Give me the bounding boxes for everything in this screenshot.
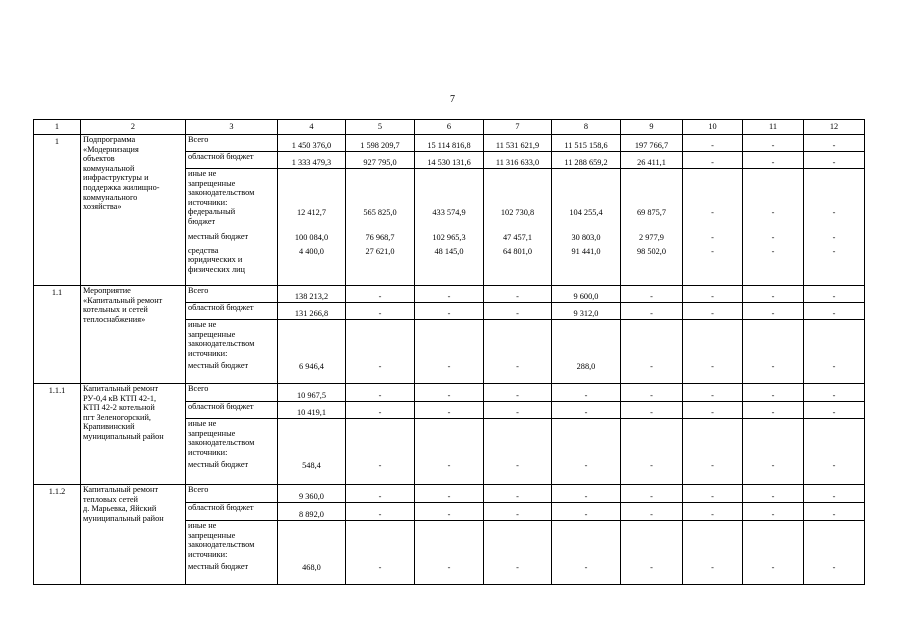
value-cell: - [743, 303, 804, 320]
source-label [186, 169, 278, 286]
value-stack [278, 420, 345, 484]
value-stack [683, 420, 742, 484]
source-label-line: физических лиц [188, 264, 245, 274]
value: 47 457,1 [502, 233, 533, 243]
other-sources-header-line: запрещенные [188, 329, 236, 339]
value-cell: - [621, 303, 683, 320]
item-number: 1.1.1 [34, 384, 81, 485]
item-name-line: КТП 42-2 котельной [83, 403, 155, 413]
item-name-line: теплоснабжения» [83, 314, 146, 324]
value-cell: 14 530 131,6 [415, 152, 484, 169]
source-label: областной бюджет [186, 503, 278, 521]
table-row [34, 286, 865, 303]
value-cell [552, 521, 621, 585]
source-label [188, 562, 275, 572]
item-name-line: поддержка жилищно- [83, 182, 160, 192]
value-cell: - [621, 503, 683, 521]
value: - [650, 563, 653, 573]
value-cell: - [484, 485, 552, 503]
value-cell: - [484, 402, 552, 419]
value: 6 946,4 [299, 362, 324, 372]
value: - [711, 233, 714, 243]
value: - [378, 362, 382, 372]
value-cell: - [346, 485, 415, 503]
value-stack [278, 321, 345, 383]
value: - [832, 362, 836, 372]
item-name-line: хозяйства» [83, 202, 122, 212]
value-cell: - [743, 503, 804, 521]
value-cell [415, 419, 484, 485]
value-cell: - [683, 303, 743, 320]
value-cell: - [346, 384, 415, 402]
other-sources-header-line: иные не [188, 419, 217, 428]
value-cell: 9 600,0 [552, 286, 621, 303]
value-stack [415, 321, 483, 383]
value-stack [804, 321, 864, 383]
value-stack [804, 170, 864, 285]
other-sources-header-line: иные не [188, 320, 217, 329]
source-label: Всего [186, 286, 278, 303]
value-cell: - [552, 485, 621, 503]
item-name-line: Крапивинский [83, 422, 135, 432]
source-label [188, 460, 275, 470]
item-number: 1 [34, 135, 81, 286]
value-cell: 138 213,2 [278, 286, 346, 303]
value-cell: - [683, 402, 743, 419]
value-cell [346, 169, 415, 286]
value-cell [743, 521, 804, 585]
value-cell: - [484, 303, 552, 320]
value: - [771, 461, 775, 471]
value-cell: - [804, 135, 865, 152]
column-number: 9 [621, 120, 683, 135]
column-number: 7 [484, 120, 552, 135]
value: 76 968,7 [365, 233, 395, 243]
value-stack [552, 321, 620, 383]
value: - [832, 461, 836, 471]
value-cell: - [804, 152, 865, 169]
value: - [650, 461, 653, 471]
source-label: Всего [186, 384, 278, 402]
value: - [832, 246, 836, 256]
value-cell: - [552, 384, 621, 402]
value-cell: - [621, 384, 683, 402]
value-cell: - [683, 286, 743, 303]
value: - [516, 563, 519, 573]
value-cell [804, 419, 865, 485]
column-number: 5 [346, 120, 415, 135]
value: 100 084,0 [294, 233, 329, 243]
value-cell [484, 169, 552, 286]
other-sources-header-line: источники: [188, 549, 228, 559]
other-sources-header-line: источники: [188, 348, 228, 358]
value-cell [743, 169, 804, 286]
item-name-line: «Модернизация [83, 144, 139, 154]
other-sources-header-line: законодательством [188, 540, 255, 550]
value: - [771, 208, 775, 218]
value-cell: 11 515 158,6 [552, 135, 621, 152]
value: 102 730,8 [500, 208, 535, 218]
value-cell [552, 419, 621, 485]
value-cell: - [804, 384, 865, 402]
item-name [81, 135, 186, 286]
other-sources-header-line: законодательством [188, 188, 255, 198]
value-cell [278, 521, 346, 585]
source-label-line: местный бюджет [188, 232, 249, 242]
value-cell: - [621, 286, 683, 303]
value-stack [683, 170, 742, 285]
item-name-line: коммунальной [83, 163, 135, 173]
value: - [584, 461, 588, 471]
column-number: 3 [186, 120, 278, 135]
value-cell: - [415, 286, 484, 303]
value-stack [621, 170, 682, 285]
item-name-line: Подпрограмма [83, 135, 136, 144]
value-cell [415, 320, 484, 384]
other-sources-header-line: источники: [188, 447, 228, 457]
value-cell [484, 320, 552, 384]
value-stack [552, 170, 620, 285]
item-name-line: РУ-0,4 кВ КТП 42-1, [83, 393, 157, 403]
value-stack [346, 522, 414, 584]
value-stack [278, 522, 345, 584]
column-number: 2 [81, 120, 186, 135]
source-label [188, 361, 275, 371]
value-cell: 927 795,0 [346, 152, 415, 169]
value-stack [484, 170, 551, 285]
value: - [771, 233, 775, 243]
value: - [832, 563, 836, 573]
value-cell: - [683, 152, 743, 169]
value-stack [743, 420, 803, 484]
value-cell: - [743, 152, 804, 169]
table-row [34, 384, 865, 402]
item-name-line: муниципальный район [83, 431, 164, 441]
value-cell: - [804, 503, 865, 521]
value-cell: - [346, 286, 415, 303]
value-cell [278, 419, 346, 485]
value-cell: - [484, 503, 552, 521]
item-name-line: коммунального [83, 192, 138, 202]
value-stack [278, 170, 345, 285]
item-name-line: инфраструктуры и [83, 173, 149, 183]
value-cell: - [743, 135, 804, 152]
value: - [447, 563, 451, 573]
value: - [711, 461, 714, 471]
other-sources-header [188, 521, 275, 559]
value: 91 441,0 [571, 246, 601, 256]
source-label-line: местный бюджет [188, 361, 249, 371]
other-sources-header [188, 169, 275, 207]
value: - [771, 563, 775, 573]
other-sources-header-line: запрещенные [188, 428, 236, 438]
value: 98 502,0 [636, 246, 667, 256]
value-cell: 11 316 633,0 [484, 152, 552, 169]
item-name-line: «Капитальный ремонт [83, 295, 163, 305]
value-cell: - [346, 503, 415, 521]
value: - [447, 461, 451, 471]
value-cell: - [804, 485, 865, 503]
value: - [378, 563, 382, 573]
value-cell: - [743, 402, 804, 419]
value: - [447, 362, 451, 372]
value-cell [278, 169, 346, 286]
source-label: Всего [186, 485, 278, 503]
value-stack [346, 420, 414, 484]
value-cell: 10 419,1 [278, 402, 346, 419]
value-cell [743, 320, 804, 384]
value-cell [621, 419, 683, 485]
value-cell [804, 169, 865, 286]
other-sources-header-line: иные не [188, 521, 217, 530]
value: 48 145,0 [434, 246, 464, 256]
value-stack [621, 522, 682, 584]
value-cell [484, 521, 552, 585]
value: - [771, 246, 775, 256]
value-stack [484, 321, 551, 383]
value-cell [804, 320, 865, 384]
value-stack [621, 420, 682, 484]
item-name-line: объектов [83, 154, 115, 164]
value-cell: - [683, 135, 743, 152]
item-name-line: Капитальный ремонт [83, 485, 159, 494]
value: 288,0 [576, 362, 596, 372]
item-name [81, 286, 186, 384]
value-cell [552, 320, 621, 384]
item-number: 1.1 [34, 286, 81, 384]
value: 468,0 [302, 563, 321, 573]
value: 4 400,0 [299, 246, 324, 256]
source-label [186, 521, 278, 585]
column-number: 8 [552, 120, 621, 135]
value-cell: 1 598 209,7 [346, 135, 415, 152]
source-label: областной бюджет [186, 402, 278, 419]
table-row [34, 135, 865, 152]
item-name-line: тепловых сетей [83, 494, 138, 504]
value-cell [278, 320, 346, 384]
value: - [711, 563, 714, 573]
table-body [34, 120, 865, 585]
value-stack [683, 321, 742, 383]
value: 565 825,0 [363, 208, 397, 218]
value-stack [552, 522, 620, 584]
table-row [34, 485, 865, 503]
value-stack [346, 170, 414, 285]
value: 69 875,7 [636, 208, 667, 218]
value-cell: - [484, 286, 552, 303]
page-number: 7 [450, 94, 455, 105]
column-number: 6 [415, 120, 484, 135]
value: 433 574,9 [432, 208, 466, 218]
value-cell: 10 967,5 [278, 384, 346, 402]
value-cell [484, 419, 552, 485]
column-number: 1 [34, 120, 81, 135]
column-number: 10 [683, 120, 743, 135]
value-cell: - [415, 303, 484, 320]
value: 102 965,3 [432, 233, 466, 243]
column-number-row [34, 120, 865, 135]
source-label [188, 246, 275, 275]
value: - [711, 208, 714, 218]
item-name-line: Капитальный ремонт [83, 384, 159, 393]
value-cell: 9 360,0 [278, 485, 346, 503]
item-name-line: пгт Зеленогорский, [83, 412, 151, 422]
value-cell: 15 114 816,8 [415, 135, 484, 152]
source-label: областной бюджет [186, 152, 278, 169]
column-number: 12 [804, 120, 865, 135]
value-cell [743, 419, 804, 485]
value-cell [415, 169, 484, 286]
value-cell: - [743, 286, 804, 303]
value-cell: - [346, 303, 415, 320]
value-stack [621, 321, 682, 383]
other-sources-header [188, 419, 275, 457]
value-cell: 1 333 479,3 [278, 152, 346, 169]
item-name [81, 485, 186, 585]
item-name-line: муниципальный район [83, 513, 164, 523]
value-stack [552, 420, 620, 484]
value: - [378, 461, 382, 471]
value-stack [415, 170, 483, 285]
value: 64 801,0 [502, 246, 533, 256]
value-stack [804, 420, 864, 484]
value-cell [683, 320, 743, 384]
value-cell [804, 521, 865, 585]
value-stack [415, 522, 483, 584]
value-cell [683, 521, 743, 585]
value-stack [415, 420, 483, 484]
value-cell: 11 288 659,2 [552, 152, 621, 169]
item-name [81, 384, 186, 485]
other-sources-header-line: иные не [188, 169, 217, 178]
value-cell [683, 169, 743, 286]
source-label [186, 419, 278, 485]
value: - [771, 362, 775, 372]
value-cell: - [346, 402, 415, 419]
value-stack [484, 522, 551, 584]
value-cell: - [621, 402, 683, 419]
value-stack [804, 522, 864, 584]
value: - [832, 208, 836, 218]
value-cell [621, 521, 683, 585]
value-stack [683, 522, 742, 584]
value-cell: - [743, 485, 804, 503]
value-cell: - [804, 286, 865, 303]
value-cell: 1 450 376,0 [278, 135, 346, 152]
value-cell: - [804, 402, 865, 419]
source-label-line: местный бюджет [188, 460, 249, 470]
value-cell: - [415, 402, 484, 419]
other-sources-header-line: запрещенные [188, 530, 236, 540]
item-name-line: котельных и сетей [83, 305, 148, 315]
value-cell [621, 169, 683, 286]
other-sources-header-line: законодательством [188, 339, 255, 349]
item-name-line: д. Марьевка, Яйский [83, 504, 157, 514]
value: - [711, 246, 714, 256]
value-stack [743, 522, 803, 584]
value-cell [552, 169, 621, 286]
value: 30 803,0 [571, 233, 601, 243]
value-cell: 9 312,0 [552, 303, 621, 320]
value-cell: 131 266,8 [278, 303, 346, 320]
value: - [516, 461, 519, 471]
value: - [711, 362, 714, 372]
other-sources-header-line: запрещенные [188, 178, 236, 188]
value-stack [346, 321, 414, 383]
value-cell: - [552, 402, 621, 419]
other-sources-header-line: источники: [188, 197, 228, 207]
item-number: 1.1.2 [34, 485, 81, 585]
value: 548,4 [302, 461, 321, 471]
value-cell: 197 766,7 [621, 135, 683, 152]
value-cell: - [415, 384, 484, 402]
value-cell: - [683, 485, 743, 503]
source-label: областной бюджет [186, 303, 278, 320]
value: - [832, 233, 836, 243]
value-stack [743, 170, 803, 285]
value: - [650, 362, 653, 372]
value-cell: - [552, 503, 621, 521]
value-cell [346, 320, 415, 384]
value: - [584, 563, 588, 573]
value: 27 621,0 [365, 246, 395, 256]
value-cell: 11 531 621,9 [484, 135, 552, 152]
value-cell: - [415, 485, 484, 503]
value-cell: - [683, 384, 743, 402]
source-label-line: местный бюджет [188, 562, 249, 572]
column-number: 11 [743, 120, 804, 135]
source-label-line: юридических и [188, 255, 243, 265]
value-cell [415, 521, 484, 585]
value-cell: 26 411,1 [621, 152, 683, 169]
source-label [188, 207, 275, 226]
value: 104 255,4 [569, 208, 603, 218]
source-label: Всего [186, 135, 278, 152]
value-stack [743, 321, 803, 383]
column-number: 4 [278, 120, 346, 135]
source-label-line: федеральный [188, 207, 236, 217]
value-cell [346, 419, 415, 485]
value-cell: - [415, 503, 484, 521]
value-cell [621, 320, 683, 384]
value-cell: - [683, 503, 743, 521]
value: 12 412,7 [296, 208, 327, 218]
value-cell: 8 892,0 [278, 503, 346, 521]
other-sources-header-line: законодательством [188, 438, 255, 448]
item-name-line: Мероприятие [83, 286, 131, 295]
value-cell [346, 521, 415, 585]
source-label-line: средства [188, 245, 219, 255]
source-label [186, 320, 278, 384]
value-cell [683, 419, 743, 485]
value-cell: - [804, 303, 865, 320]
source-label [188, 232, 275, 242]
value: - [516, 362, 519, 372]
budget-table [33, 119, 865, 585]
value-cell: - [621, 485, 683, 503]
source-label-line: бюджет [188, 216, 216, 226]
other-sources-header [188, 320, 275, 358]
value-cell: - [484, 384, 552, 402]
value-stack [484, 420, 551, 484]
value: 2 977,9 [639, 233, 664, 243]
value-cell: - [743, 384, 804, 402]
